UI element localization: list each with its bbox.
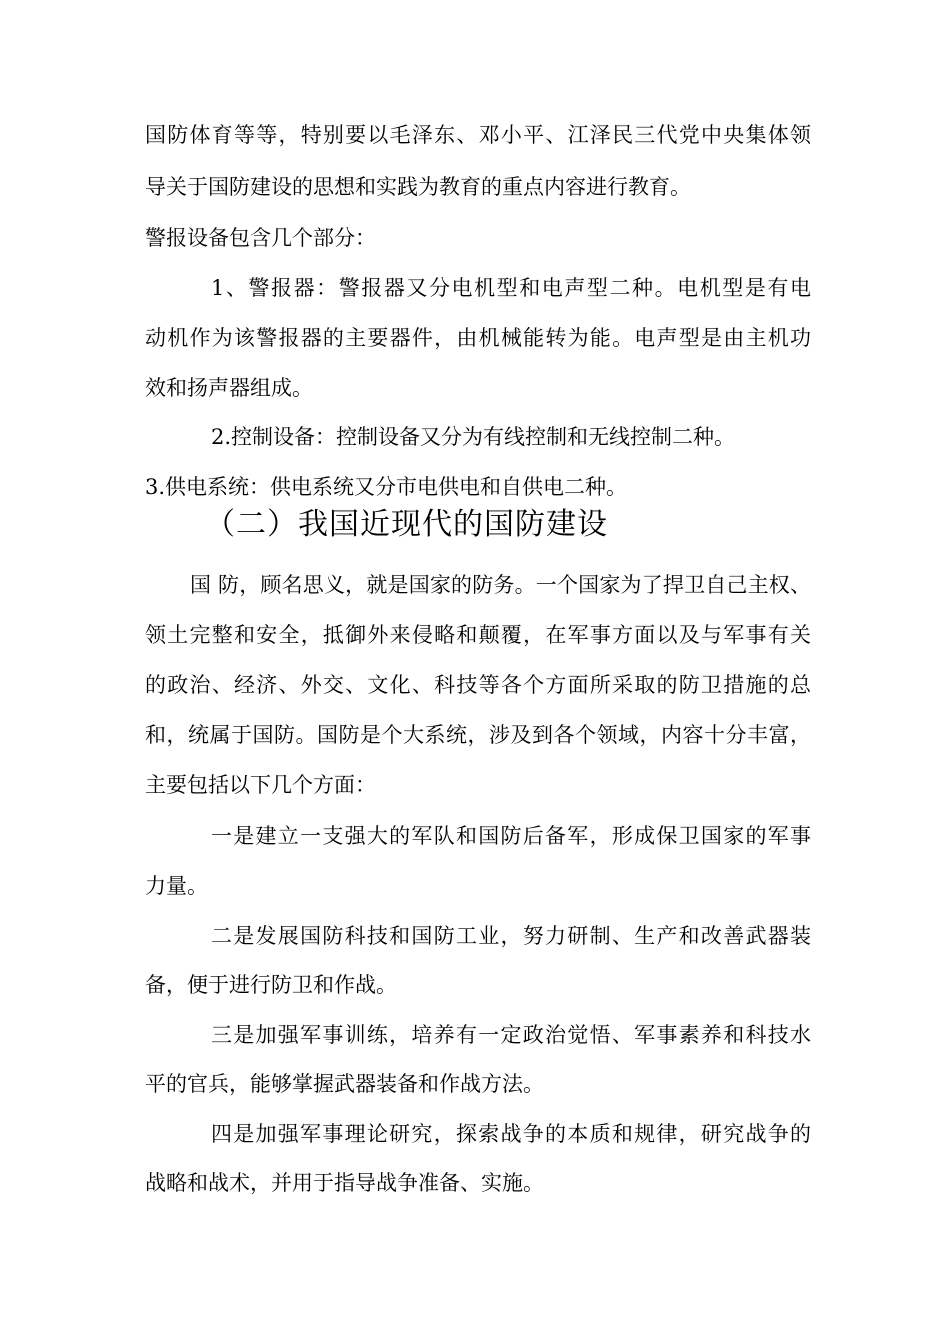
paragraph-line: 备，便于进行防卫和作战。 bbox=[145, 973, 397, 997]
paragraph-line: 力量。 bbox=[145, 874, 208, 898]
paragraph-line: 战略和战术，并用于指导战争准备、实施。 bbox=[145, 1171, 544, 1195]
paragraph-line: 警报设备包含几个部分： bbox=[145, 226, 376, 250]
paragraph-line: 国防体育等等，特别要以毛泽东、邓小平、江泽民三代党中央集体领 bbox=[145, 123, 811, 147]
paragraph-line: 2.控制设备：控制设备又分为有线控制和无线控制二种。 bbox=[211, 425, 736, 449]
paragraph-line: 领土完整和安全，抵御外来侵略和颠覆，在军事方面以及与军事有关 bbox=[145, 623, 811, 647]
paragraph-line: 的政治、经济、外交、文化、科技等各个方面所采取的防卫措施的总 bbox=[145, 673, 811, 697]
paragraph-line: 效和扬声器组成。 bbox=[145, 376, 313, 400]
paragraph-line: 国 防，顾名思义，就是国家的防务。一个国家为了捍卫自己主权、 bbox=[190, 573, 811, 597]
paragraph-line: 1、警报器：警报器又分电机型和电声型二种。电机型是有电 bbox=[211, 276, 811, 300]
paragraph-line: 平的官兵，能够掌握武器装备和作战方法。 bbox=[145, 1072, 544, 1096]
paragraph-line: 一是建立一支强大的军队和国防后备军，形成保卫国家的军事 bbox=[211, 824, 811, 848]
paragraph-line: 二是发展国防科技和国防工业，努力研制、生产和改善武器装 bbox=[211, 924, 811, 948]
paragraph-line: 动机作为该警报器的主要器件，由机械能转为能。电声型是由主机功 bbox=[145, 326, 811, 350]
paragraph-line: 四是加强军事理论研究，探索战争的本质和规律，研究战争的 bbox=[211, 1122, 811, 1146]
paragraph-line: 和，统属于国防。国防是个大系统，涉及到各个领域，内容十分丰富， bbox=[145, 723, 811, 747]
paragraph-line: 主要包括以下几个方面： bbox=[145, 773, 376, 797]
paragraph-line: 导关于国防建设的思想和实践为教育的重点内容进行教育。 bbox=[145, 175, 691, 199]
section-heading: （二）我国近现代的国防建设 bbox=[205, 507, 608, 542]
paragraph-line: 三是加强军事训练，培养有一定政治觉悟、军事素养和科技水 bbox=[211, 1023, 811, 1047]
paragraph-line: 3.供电系统：供电系统又分市电供电和自供电二种。 bbox=[145, 475, 628, 499]
